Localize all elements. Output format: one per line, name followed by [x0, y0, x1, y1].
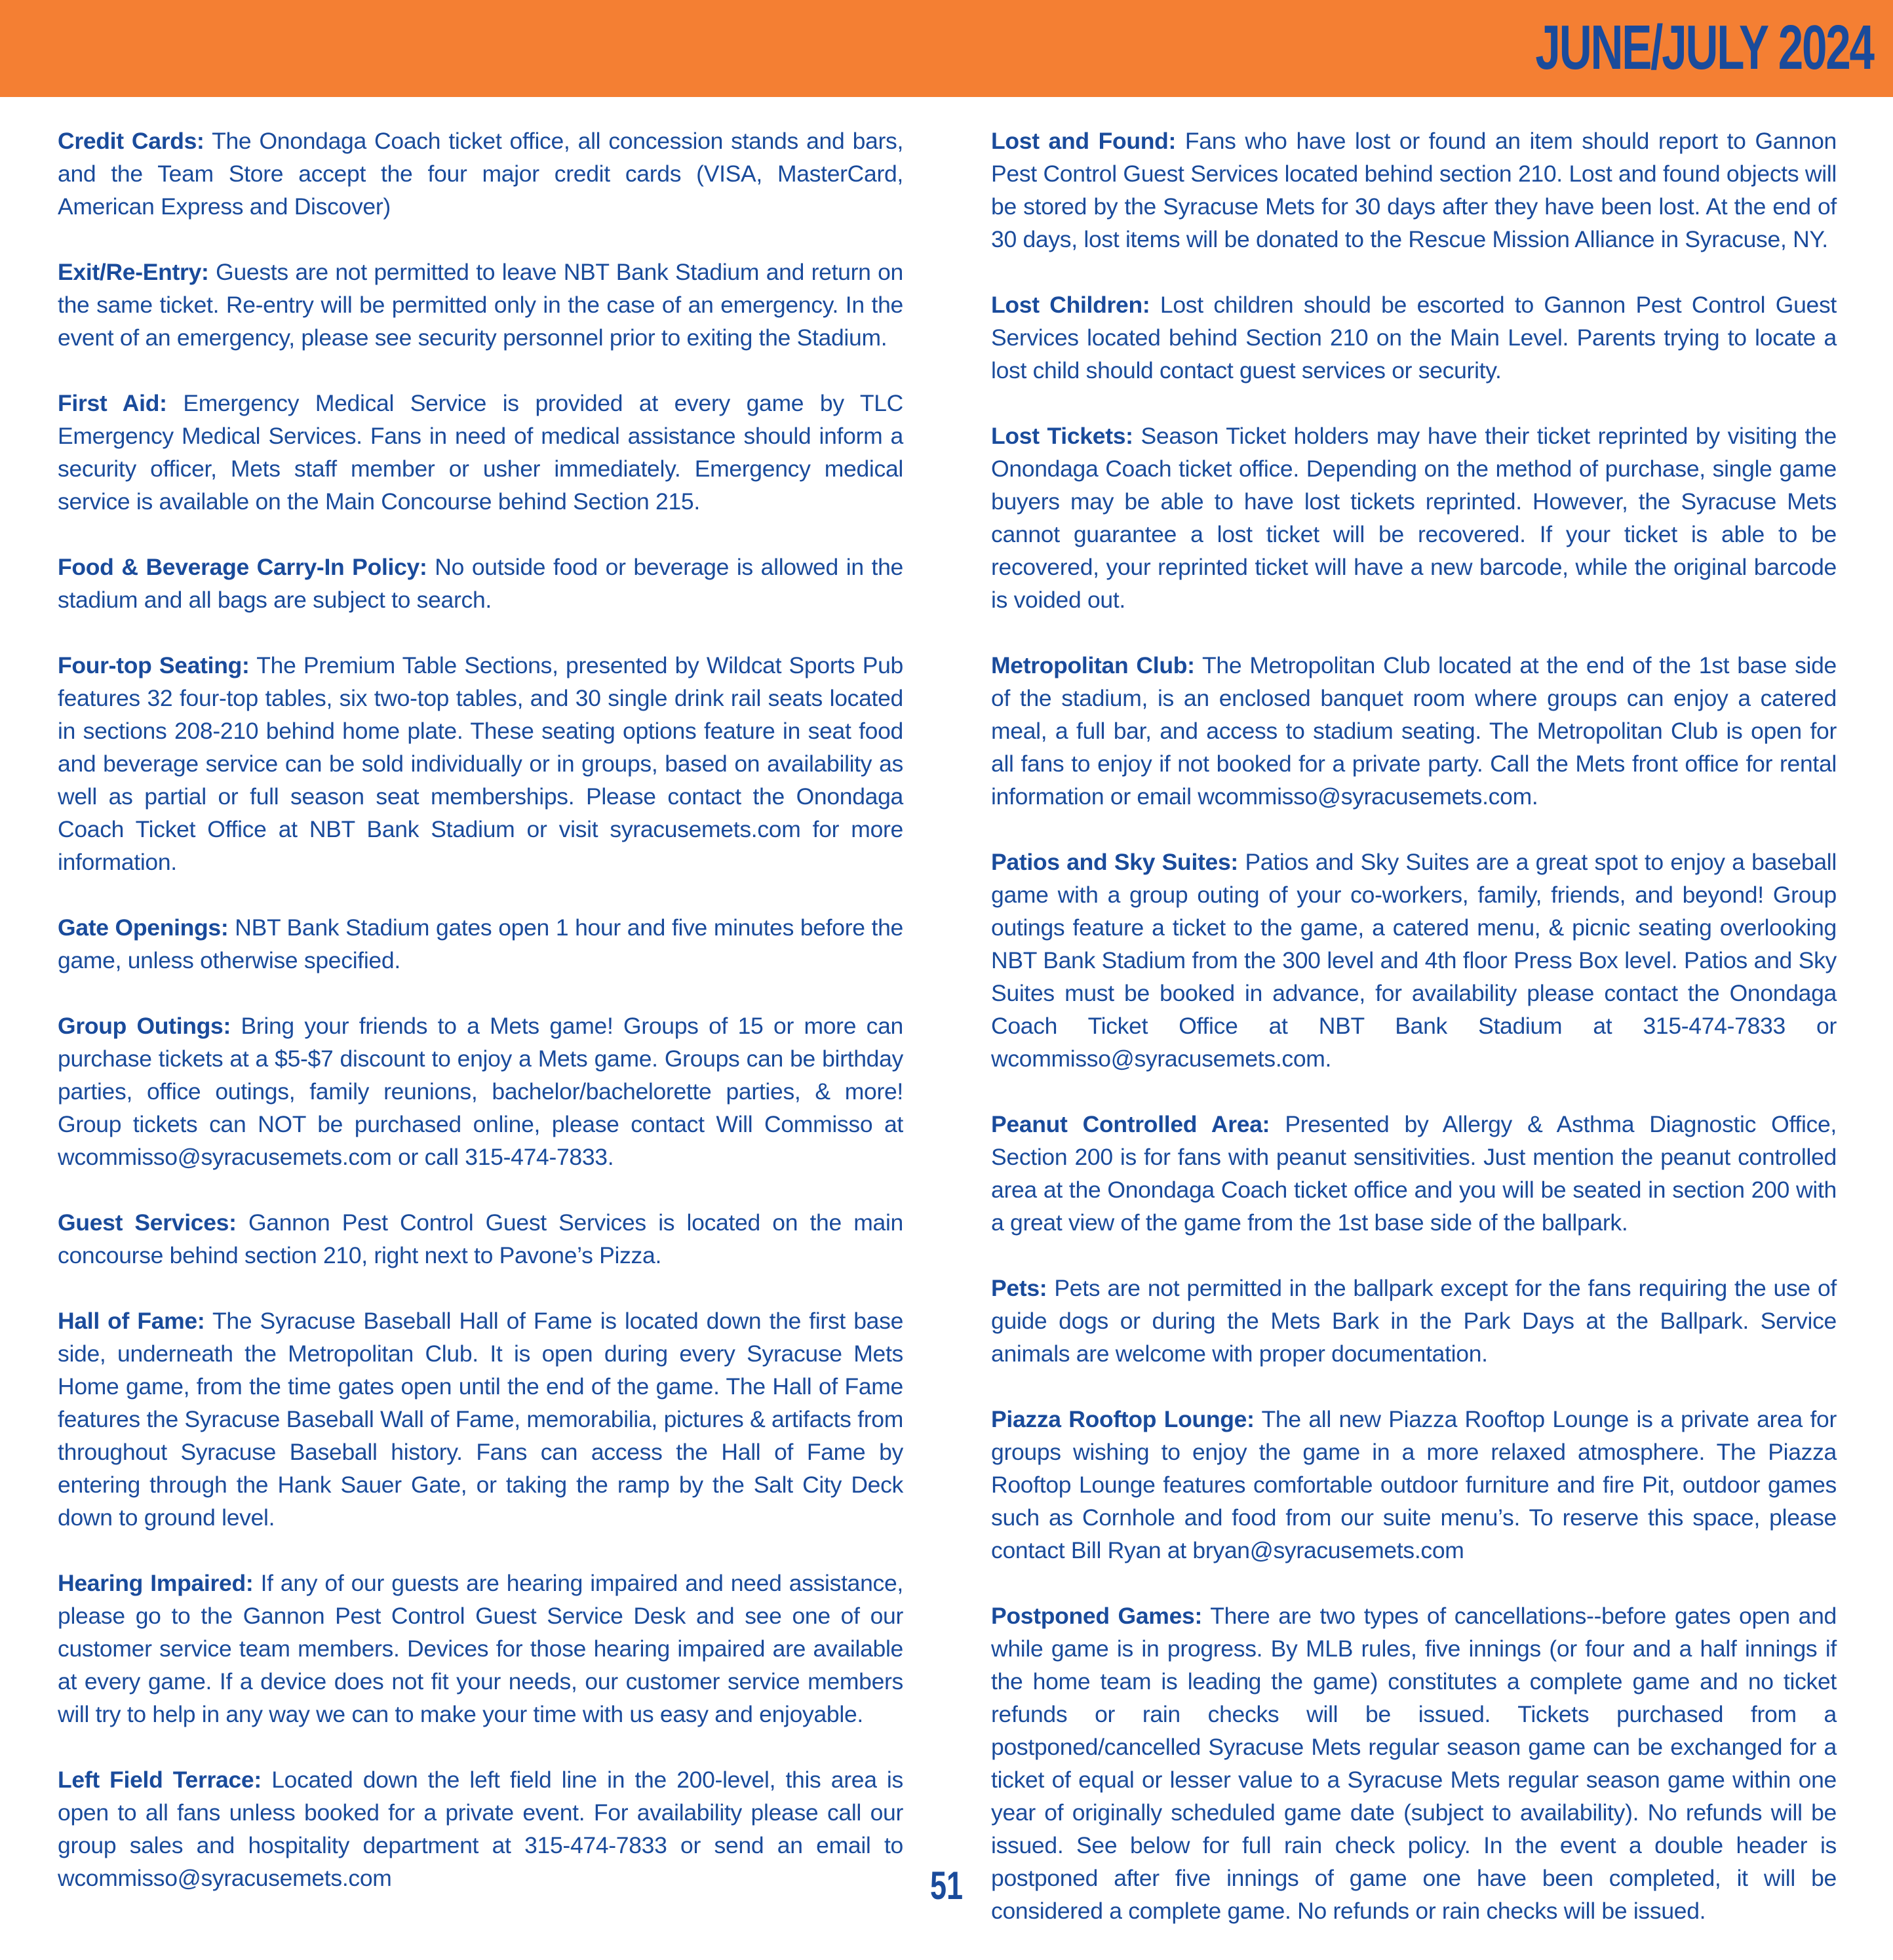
entry-first-aid	[58, 387, 903, 518]
entry-term: Piazza Rooftop Lounge:	[991, 1406, 1255, 1432]
entry-postponed-games	[991, 1599, 1837, 1927]
entry-text: Gannon Pest Control Guest Services is located on the main concourse behind section 210, right next to Pavone’s Pizza.	[58, 1209, 903, 1268]
entry-left-field-terrace	[58, 1763, 903, 1894]
entry-text: Fans who have lost or found an item should report to Gannon Pest Control Guest Services located behind section 210. Lost and found objects will be stored by the Syracuse Mets for 30 days after they have been lost. At the end of 30 days, lost items will be donated to the Rescue Mission Alliance in Syracuse, NY.	[991, 128, 1837, 252]
entry-text: The Premium Table Sections, presented by Wildcat Sports Pub features 32 four-top tables, six two-top tables, and 30 single drink rail seats located in sections 208-210 behind home plate. These seating options feature in seat food and beverage service can be sold individually or in groups, based on availability as well as partial or full season seat memberships. Please contact the Onondaga Coach Ticket Office at NBT Bank Stadium or visit syracusemets.com for more information.	[58, 652, 904, 875]
entry-term: Lost Tickets:	[991, 423, 1133, 449]
entry-term: Exit/Re-Entry:	[58, 259, 209, 285]
entry-text: The Metropolitan Club located at the end of the 1st base side of the stadium, is an enclosed banquet room where groups can enjoy a catered meal, a full bar, and access to stadium seating. The Metropolitan Club is open for all fans to enjoy if not booked for a private party. Call the Mets front office for rental information or email wcommisso@syracusemets.com.	[991, 652, 1837, 810]
entry-term: Four-top Seating:	[58, 652, 250, 678]
entry-peanut-controlled-area	[991, 1108, 1837, 1239]
entry-text: Presented by Allergy & Asthma Diagnostic Office, Section 200 is for fans with peanut sensitivities. Just mention the peanut controlled area at the Onondaga Coach ticket office and you will be seated in section 200 with a great view of the game from the 1st base side of the ballpark.	[991, 1111, 1837, 1236]
issue-title: JUNE/JULY 2024	[1535, 12, 1873, 83]
entry-piazza-rooftop-lounge	[991, 1403, 1837, 1567]
entry-text: NBT Bank Stadium gates open 1 hour and five minutes before the game, unless otherwise specified.	[58, 914, 904, 973]
entry-exit-re-entry	[58, 256, 903, 354]
entry-term: Postponed Games:	[991, 1603, 1202, 1629]
entry-term: Lost and Found:	[991, 128, 1177, 154]
entry-lost-tickets	[991, 420, 1837, 616]
right-column	[991, 125, 1837, 1960]
entry-lost-children	[991, 288, 1837, 387]
entry-pets	[991, 1272, 1837, 1370]
entry-text: Guests are not permitted to leave NBT Bank Stadium and return on the same ticket. Re-entry will be permitted only in the case of an emergency. In the event of an emergency, please see security personnel prior to exiting the Stadium.	[58, 259, 903, 351]
entry-term: Metropolitan Club:	[991, 652, 1195, 678]
entry-text: The all new Piazza Rooftop Lounge is a private area for groups wishing to enjoy the game in a more relaxed atmosphere. The Piazza Rooftop Lounge features comfortable outdoor furniture and fire Pit, outdoor games such as Cornhole and food from our suite menu’s. To reserve this space, please contact Bill Ryan at bryan@syracusemets.com	[991, 1406, 1837, 1563]
entry-term: Hearing Impaired:	[58, 1570, 254, 1596]
entry-term: First Aid:	[58, 390, 167, 416]
entry-four-top-seating	[58, 649, 903, 878]
entry-text: Located down the left field line in the 200-level, this area is open to all fans unless booked for a private event. For availability please call our group sales and hospitality department at 315-474-7833 or send an email to wcommisso@syracusemets.com	[58, 1767, 903, 1891]
entry-text: There are two types of cancellations--before gates open and while game is in progress. By MLB rules, five innings (or four and a half innings if the home team is leading the game) constitutes a complete game and no ticket refunds or rain checks will be issued. Tickets purchased from a postponed/cancelled Syracuse Mets regular season game can be exchanged for a ticket of equal or lesser value to a Syracuse Mets regular season game within one year of originally scheduled game date (subject to availability). No refunds will be issued. See below for full rain check policy. In the event a double header is postponed after five innings of game one have been completed, it will be considered a complete game. No refunds or rain checks will be issued.	[991, 1603, 1837, 1924]
entry-text: Pets are not permitted in the ballpark except for the fans requiring the use of guide dogs or during the Mets Bark in the Park Days at the Ballpark. Service animals are welcome with proper documentation.	[991, 1275, 1837, 1367]
entry-text: The Syracuse Baseball Hall of Fame is located down the first base side, underneath the Metropolitan Club. It is open during every Syracuse Mets Home game, from the time gates open until the end of the game. The Hall of Fame features the Syracuse Baseball Wall of Fame, memorabilia, pictures & artifacts from throughout Syracuse Baseball history. Fans can access the Hall of Fame by entering through the Hank Sauer Gate, or taking the ramp by the Salt City Deck down to ground level.	[58, 1308, 904, 1531]
page-number: 51	[929, 1864, 964, 1908]
entry-text: Lost children should be escorted to Gannon Pest Control Guest Services located behind Section 210 on the Main Level. Parents trying to locate a lost child should contact guest services or security.	[991, 292, 1837, 383]
entry-term: Lost Children:	[991, 292, 1150, 318]
entry-text: No outside food or beverage is allowed in the stadium and all bags are subject to search.	[58, 554, 903, 613]
entry-text: The Onondaga Coach ticket office, all concession stands and bars, and the Team Store accept the four major credit cards (VISA, MasterCard, American Express and Discover)	[58, 128, 904, 220]
entry-hall-of-fame	[58, 1304, 903, 1534]
entry-guest-services	[58, 1206, 903, 1272]
entry-term: Group Outings:	[58, 1013, 231, 1039]
entry-credit-cards	[58, 125, 903, 223]
entry-text: Emergency Medical Service is provided at every game by TLC Emergency Medical Services. Fans in need of medical assistance should inform a security officer, Mets staff member or usher immediately. Emergency medical service is available on the Main Concourse behind Section 215.	[58, 390, 903, 515]
entry-term: Guest Services:	[58, 1209, 237, 1236]
entry-text: If any of our guests are hearing impaired and need assistance, please go to the Gannon Pest Control Guest Service Desk and see one of our customer service team members. Devices for those hearing impaired are available at every game. If a device does not fit your needs, our customer service members will try to help in any way we can to make your time with us easy and enjoyable.	[58, 1570, 903, 1727]
left-column	[58, 125, 903, 1927]
entry-term: Peanut Controlled Area:	[991, 1111, 1270, 1137]
entry-gate-openings	[58, 911, 903, 977]
entry-term: Left Field Terrace:	[58, 1767, 262, 1793]
entry-term: Credit Cards:	[58, 128, 205, 154]
entry-lost-and-found	[991, 125, 1837, 256]
entry-term: Pets:	[991, 1275, 1047, 1301]
entry-group-outings	[58, 1009, 903, 1173]
entry-term: Gate Openings:	[58, 914, 229, 941]
entry-text: Season Ticket holders may have their ticket reprinted by visiting the Onondaga Coach ticket office. Depending on the method of purchase, single game buyers may be able to have lost tickets reprinted. However, the Syracuse Mets cannot guarantee a lost ticket will be recovered. If your ticket is able to be recovered, your reprinted ticket will have a new barcode, while the original barcode is voided out.	[991, 423, 1837, 613]
entry-term: Food & Beverage Carry-In Policy:	[58, 554, 427, 580]
entry-text: Patios and Sky Suites are a great spot to enjoy a baseball game with a group outing of your co-workers, family, friends, and beyond! Group outings feature a ticket to the game, a catered menu, & picnic seating overlooking NBT Bank Stadium from the 300 level and 4th floor Press Box level. Patios and Sky Suites must be booked in advance, for availability please contact the Onondaga Coach Ticket Office at NBT Bank Stadium at 315-474-7833 or wcommisso@syracusemets.com.	[991, 849, 1837, 1072]
entry-hearing-impaired	[58, 1567, 903, 1731]
entry-term: Patios and Sky Suites:	[991, 849, 1238, 875]
entry-text: Bring your friends to a Mets game! Groups of 15 or more can purchase tickets at a $5-$7 discount to enjoy a Mets game. Groups can be birthday parties, office outings, family reunions, bachelor/bachelorette parties, & more! Group tickets can NOT be purchased online, please contact Will Commisso at wcommisso@syracusemets.com or call 315-474-7833.	[58, 1013, 903, 1170]
entry-term: Hall of Fame:	[58, 1308, 205, 1334]
entry-metropolitan-club	[991, 649, 1837, 813]
entry-patios-sky-suites	[991, 846, 1837, 1075]
entry-food-beverage	[58, 551, 903, 616]
